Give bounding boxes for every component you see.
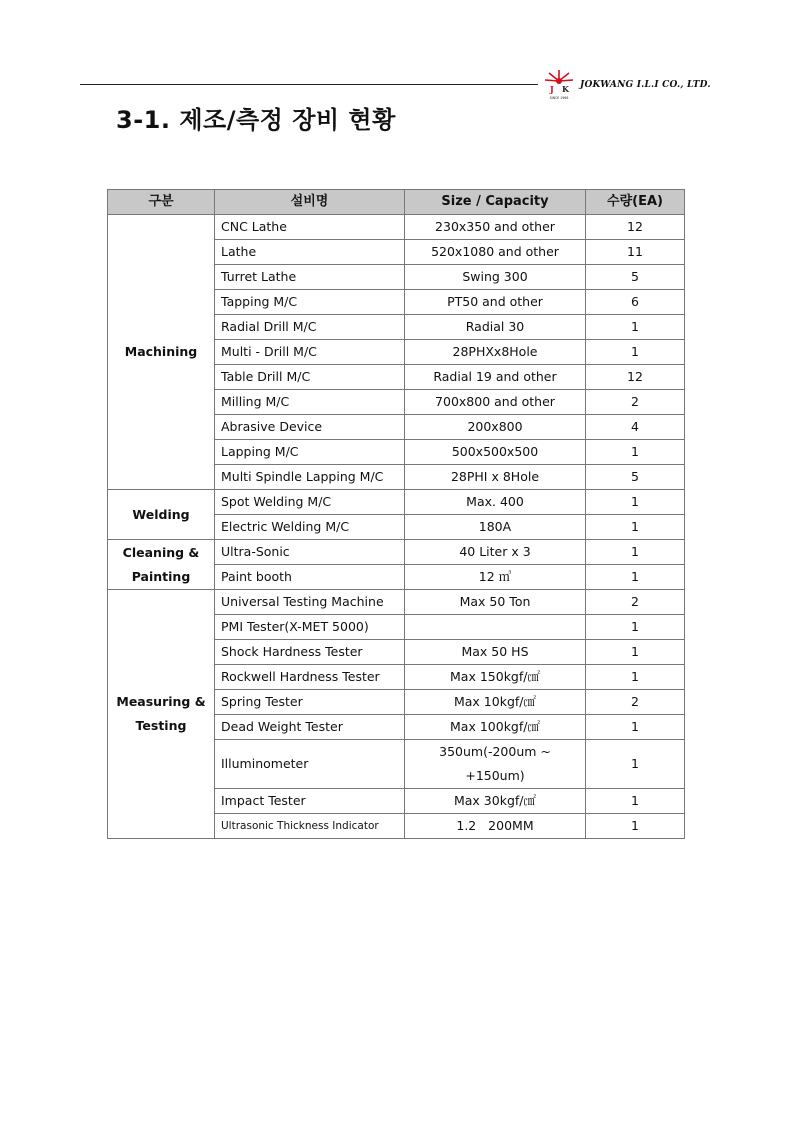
table-row [108, 215, 685, 240]
equipment-spec: 520x1080 and other [405, 240, 586, 265]
equipment-name: Abrasive Device [215, 415, 405, 440]
table-row [108, 540, 685, 565]
equipment-qty: 4 [586, 415, 685, 440]
equipment-spec: Max 50 Ton [405, 590, 586, 615]
equipment-qty: 1 [586, 715, 685, 740]
equipment-name: Multi Spindle Lapping M/C [215, 465, 405, 490]
equipment-name: Lapping M/C [215, 440, 405, 465]
equipment-table [107, 189, 685, 839]
category-label-line2: Painting [131, 568, 191, 584]
equipment-name: Table Drill M/C [215, 365, 405, 390]
header-quantity: 수량(EA) [586, 190, 685, 215]
equipment-spec: 12 ㎥ [405, 565, 586, 590]
header-category: 구분 [108, 190, 215, 215]
spec-line2: +150um) [465, 768, 525, 783]
equipment-name: Ultrasonic Thickness Indicator [215, 814, 405, 839]
equipment-spec: Max 150kgf/㎠ [405, 665, 586, 690]
category-label-line2: Testing [135, 718, 187, 733]
equipment-spec: 230x350 and other [405, 215, 586, 240]
equipment-qty: 1 [586, 814, 685, 839]
equipment-spec: 28PHI x 8Hole [405, 465, 586, 490]
equipment-spec: Max. 400 [405, 490, 586, 515]
equipment-qty: 2 [586, 590, 685, 615]
equipment-name: Turret Lathe [215, 265, 405, 290]
equipment-spec: Radial 19 and other [405, 365, 586, 390]
equipment-qty: 1 [586, 565, 685, 590]
category-cleaning-painting [108, 540, 215, 590]
equipment-name: PMI Tester(X-MET 5000) [215, 615, 405, 640]
equipment-qty: 2 [586, 390, 685, 415]
equipment-name: Radial Drill M/C [215, 315, 405, 340]
equipment-spec: 700x800 and other [405, 390, 586, 415]
equipment-qty: 2 [586, 690, 685, 715]
table-row [108, 590, 685, 615]
equipment-name: Electric Welding M/C [215, 515, 405, 540]
equipment-name: Lathe [215, 240, 405, 265]
equipment-name: CNC Lathe [215, 215, 405, 240]
equipment-name: Tapping M/C [215, 290, 405, 315]
equipment-spec: 1.2 200MM [405, 814, 586, 839]
equipment-name: Impact Tester [215, 789, 405, 814]
logo-since: SINCE 1966 [549, 96, 569, 100]
equipment-spec: 500x500x500 [405, 440, 586, 465]
spec-line1: 350um(-200um ~ [439, 744, 551, 759]
equipment-qty: 6 [586, 290, 685, 315]
equipment-name: Spot Welding M/C [215, 490, 405, 515]
equipment-qty: 1 [586, 540, 685, 565]
company-logo-icon [542, 68, 576, 102]
logo-letter-k: K [562, 84, 569, 94]
equipment-name: Paint booth [215, 565, 405, 590]
category-machining: Machining [108, 215, 215, 490]
equipment-spec: Max 100kgf/㎠ [405, 715, 586, 740]
equipment-qty: 1 [586, 740, 685, 789]
equipment-spec: Max 50 HS [405, 640, 586, 665]
header-size-capacity: Size / Capacity [405, 190, 586, 215]
equipment-name: Rockwell Hardness Tester [215, 665, 405, 690]
equipment-name: Universal Testing Machine [215, 590, 405, 615]
equipment-spec: Swing 300 [405, 265, 586, 290]
company-name: JOKWANG I.L.I CO., LTD. [580, 80, 711, 90]
equipment-qty: 1 [586, 340, 685, 365]
equipment-qty: 1 [586, 440, 685, 465]
equipment-spec: Max 10kgf/㎠ [405, 690, 586, 715]
category-label-line1: Measuring & [116, 694, 206, 709]
equipment-qty: 5 [586, 465, 685, 490]
equipment-qty: 11 [586, 240, 685, 265]
category-measuring-testing [108, 590, 215, 839]
equipment-name: Ultra-Sonic [215, 540, 405, 565]
equipment-spec: PT50 and other [405, 290, 586, 315]
equipment-spec: Max 30kgf/㎠ [405, 789, 586, 814]
equipment-qty: 1 [586, 665, 685, 690]
table-row [108, 490, 685, 515]
logo-letter-j: J [550, 84, 554, 94]
category-label-line1: Cleaning & [122, 544, 200, 560]
header-equipment-name: 설비명 [215, 190, 405, 215]
equipment-qty: 12 [586, 365, 685, 390]
equipment-qty: 1 [586, 315, 685, 340]
equipment-name: Multi - Drill M/C [215, 340, 405, 365]
equipment-spec: 180A [405, 515, 586, 540]
equipment-qty: 1 [586, 515, 685, 540]
header-rule [80, 84, 538, 85]
equipment-spec: 40 Liter x 3 [405, 540, 586, 565]
equipment-name: Shock Hardness Tester [215, 640, 405, 665]
equipment-qty: 1 [586, 640, 685, 665]
page-title: 3-1. 제조/측정 장비 현황 [116, 106, 396, 134]
equipment-qty: 1 [586, 490, 685, 515]
table-header-row [108, 190, 685, 215]
equipment-spec [405, 615, 586, 640]
equipment-qty: 5 [586, 265, 685, 290]
equipment-name: Illuminometer [215, 740, 405, 789]
equipment-name: Milling M/C [215, 390, 405, 415]
equipment-name: Spring Tester [215, 690, 405, 715]
equipment-spec: 28PHXx8Hole [405, 340, 586, 365]
equipment-spec: 200x800 [405, 415, 586, 440]
equipment-qty: 1 [586, 789, 685, 814]
equipment-qty: 12 [586, 215, 685, 240]
equipment-spec: Radial 30 [405, 315, 586, 340]
category-welding: Welding [108, 490, 215, 540]
equipment-spec [405, 740, 586, 789]
equipment-qty: 1 [586, 615, 685, 640]
equipment-name: Dead Weight Tester [215, 715, 405, 740]
